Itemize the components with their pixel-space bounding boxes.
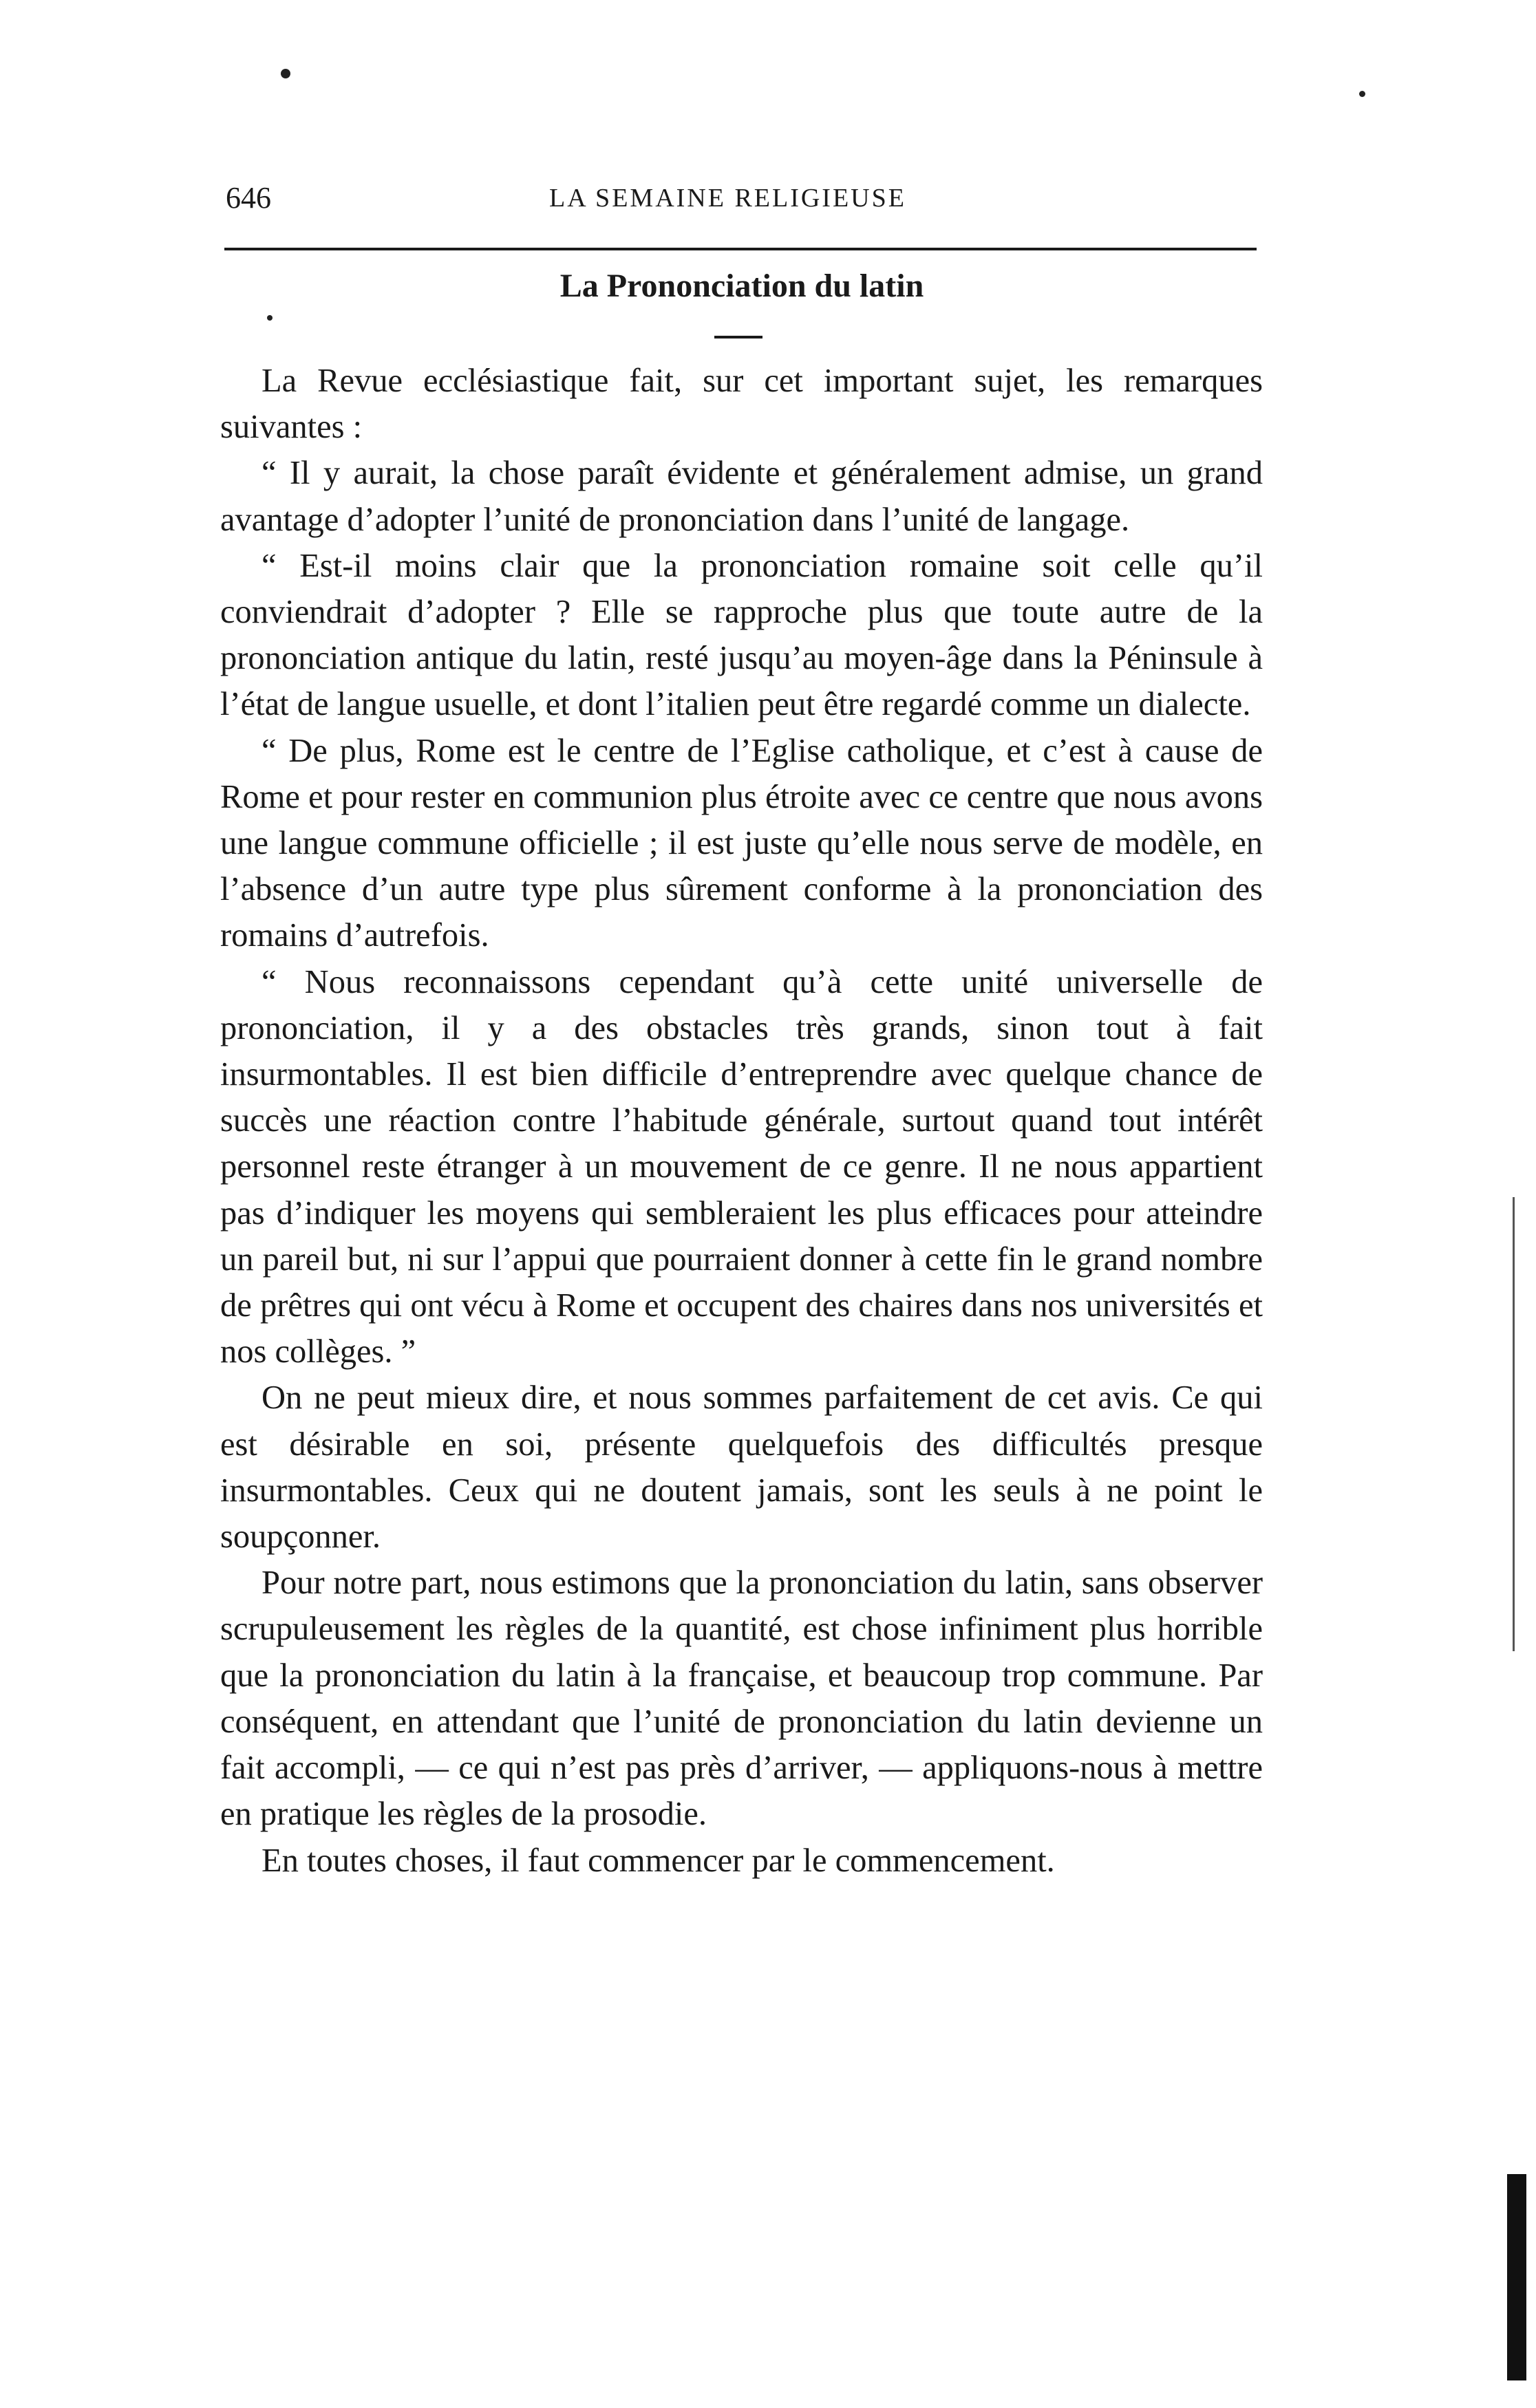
paragraph: “ Nous reconnaissons cependant qu’à cette unité universelle de prononciation, il y a des obstacles très grands, sinon tout à fait insurmontables. Il est bien difficile d’entreprendre avec quelque chance de succès une réaction contre l’habitude générale, surtout quand tout intérêt personnel reste étranger à un mouvement de ce genre. Il ne nous appartient pas d’indiquer les moyens qui sembleraient les plus efficaces pour atteindre un pareil but, ni sur l’appui que pourraient donner à cette fin le grand nombre de prêtres qui ont vécu à Rome et occupent des chaires dans nos universités et nos collèges. ” bbox=[220, 963, 1263, 1370]
header-rule bbox=[224, 248, 1257, 250]
article-title: La Prononciation du latin bbox=[559, 268, 924, 304]
page-header bbox=[226, 180, 1258, 222]
paragraph: “ Il y aurait, la chose paraît évidente et généralement admise, un grand avantage d’adopter l’unité de prononciation dans l’unité de langage. bbox=[220, 455, 1263, 538]
paragraph: On ne peut mieux dire, et nous sommes parfaitement de cet avis. Ce qui est désirable en soi, présente quelquefois des difficultés presque insurmontables. Ceux qui ne doutent jamais, sont les seuls à ne point le soupçonner. bbox=[220, 1379, 1263, 1556]
ink-speck bbox=[281, 69, 290, 78]
ink-speck bbox=[1359, 91, 1365, 97]
article-body bbox=[220, 358, 1263, 1884]
paragraph: En toutes choses, il faut commencer par le commencement. bbox=[262, 1842, 1055, 1879]
ink-speck bbox=[267, 315, 273, 321]
paragraph: Pour notre part, nous estimons que la prononciation du latin, sans observer scrupuleusement les règles de la quantité, est chose infiniment plus horrible que la prononciation du latin à la française, et beaucoup trop commune. Par conséquent, en attendant que l’unité de prononciation du latin devienne un fait accompli, — ce qui n’est pas près d’arriver, — appliquons-nous à mettre en pratique les règles de la prosodie. bbox=[220, 1565, 1263, 1833]
paragraph: La Revue ecclésiastique fait, sur cet important sujet, les remarques suivantes : bbox=[220, 363, 1263, 446]
paragraph: “ Est-il moins clair que la prononciation romaine soit celle qu’il conviendrait d’adopter ? Elle se rapproche plus que toute autre de la prononciation antique du latin, resté jusqu’au moyen-âge dans la Péninsule à l’état de langue usuelle, et dont l’italien peut être regardé comme un dialecte. bbox=[220, 547, 1263, 723]
scan-edge-bar bbox=[1507, 2174, 1526, 2380]
page-number: 646 bbox=[226, 181, 271, 215]
title-dash bbox=[714, 336, 762, 338]
paragraph: “ De plus, Rome est le centre de l’Eglise catholique, et c’est à cause de Rome et pour rester en communion plus étroite avec ce centre que nous avons une langue commune officielle ; il est juste qu’elle nous serve de modèle, en l’absence d’un autre type plus sûrement conforme à la prononciation des romains d’autrefois. bbox=[220, 732, 1263, 954]
running-head: LA SEMAINE RELIGIEUSE bbox=[549, 184, 906, 213]
scan-margin-line bbox=[1513, 1197, 1515, 1651]
